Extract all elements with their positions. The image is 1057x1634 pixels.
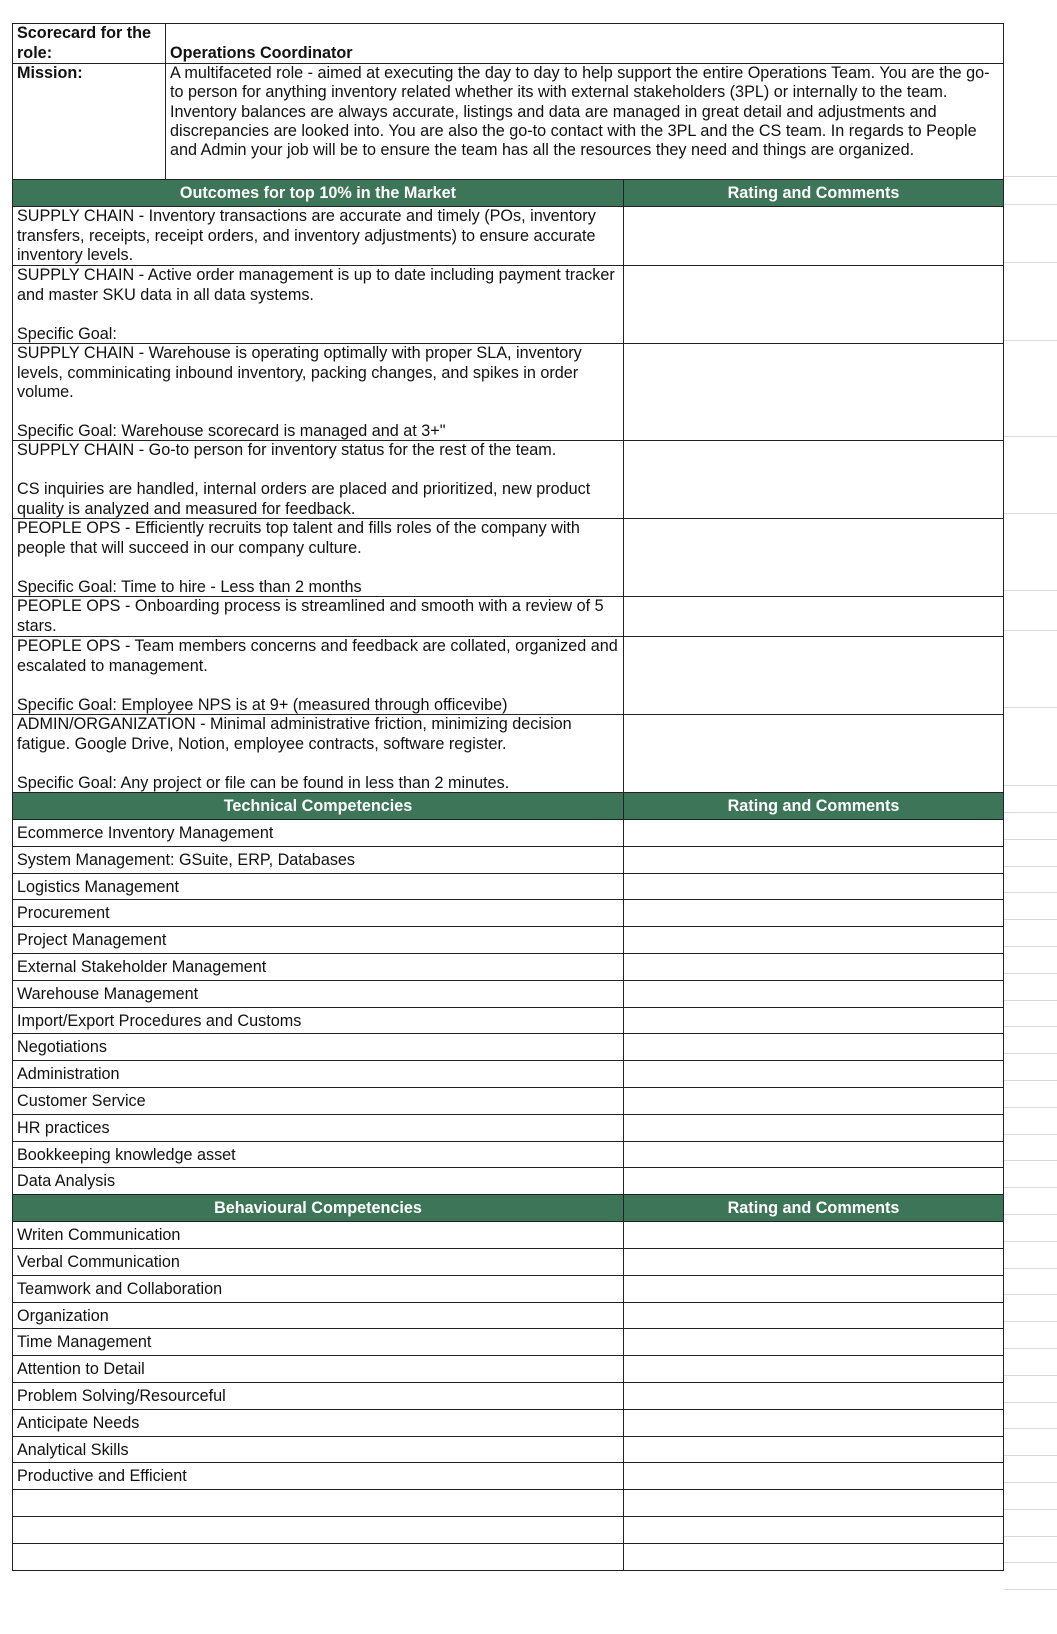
behavioural-item[interactable]: [12, 1544, 623, 1571]
gridline: [1004, 708, 1057, 786]
technical-row: [12, 927, 1004, 954]
gridline: [1004, 813, 1057, 840]
outcomes-header-row: [12, 180, 1004, 207]
outcomes-rating-cell[interactable]: [623, 519, 1004, 597]
outcomes-row: [12, 597, 1004, 637]
technical-item[interactable]: Warehouse Management: [12, 981, 623, 1008]
gridline: [1004, 1510, 1057, 1537]
mission-text[interactable]: A multifaceted role - aimed at executing the day to day to help support the entire Operations Team. You are the go-to person for anything inventory related whether its with external stakeholders (3PL) or internally to the team. Inventory balances are always accurate, listings and data are managed in great detail and adjustments and discrepancies are looked into. You are also the go-to contact with the 3PL and the CS team. In regards to People and Admin your job will be to ensure the team has all the resources they need and things are organized.: [165, 64, 1004, 180]
behavioural-rating-cell[interactable]: [623, 1437, 1004, 1464]
technical-header: Technical Competencies: [12, 793, 623, 820]
gridline: [1004, 1188, 1057, 1215]
outcomes-rating-cell[interactable]: [623, 266, 1004, 344]
technical-rating-cell[interactable]: [623, 1088, 1004, 1115]
gridline: [1004, 1242, 1057, 1269]
behavioural-rating-cell[interactable]: [623, 1383, 1004, 1410]
gridline: [1004, 1135, 1057, 1162]
behavioural-row: [12, 1410, 1004, 1437]
role-title[interactable]: [165, 23, 1004, 64]
technical-row: [12, 954, 1004, 981]
outcomes-item[interactable]: SUPPLY CHAIN - Warehouse is operating optimally with proper SLA, inventory levels, comminicating inbound inventory, packing changes, and spikes in order volume. Specific Goal: Warehouse scorecard is managed and at 3+": [12, 344, 623, 441]
behavioural-rating-cell[interactable]: [623, 1222, 1004, 1249]
gridline: [1004, 1483, 1057, 1510]
gridline: [1004, 1001, 1057, 1028]
outcomes-item[interactable]: PEOPLE OPS - Team members concerns and feedback are collated, organized and escalated to management. Specific Goal: Employee NPS is at 9+ (measured through officevibe): [12, 637, 623, 715]
technical-item[interactable]: Import/Export Procedures and Customs: [12, 1008, 623, 1035]
gridline: [1004, 1054, 1057, 1081]
technical-rating-cell[interactable]: [623, 1115, 1004, 1142]
outcomes-header: Outcomes for top 10% in the Market: [12, 180, 623, 207]
behavioural-rating-cell[interactable]: [623, 1517, 1004, 1544]
technical-row: [12, 1168, 1004, 1195]
outcomes-rating-cell[interactable]: [623, 344, 1004, 441]
gridline: [1004, 1215, 1057, 1242]
gridline: [1004, 786, 1057, 813]
outcomes-row: [12, 207, 1004, 266]
outcomes-rating-cell[interactable]: [623, 597, 1004, 637]
behavioural-item[interactable]: [12, 1490, 623, 1517]
technical-rating-cell[interactable]: [623, 954, 1004, 981]
gridline: [1004, 23, 1057, 177]
technical-item[interactable]: HR practices: [12, 1115, 623, 1142]
technical-rating-cell[interactable]: [623, 1008, 1004, 1035]
gridline: [1004, 1456, 1057, 1483]
behavioural-rating-cell[interactable]: [623, 1410, 1004, 1437]
technical-rating-cell[interactable]: [623, 1142, 1004, 1169]
technical-row: [12, 1142, 1004, 1169]
outcomes-row: [12, 519, 1004, 597]
behavioural-item[interactable]: Attention to Detail: [12, 1356, 623, 1383]
scorecard-sheet: [12, 23, 1004, 1571]
spreadsheet-gridlines: [1004, 23, 1057, 1623]
technical-rating-cell[interactable]: [623, 1061, 1004, 1088]
technical-row: [12, 1088, 1004, 1115]
gridline: [1004, 263, 1057, 341]
technical-rating-header: Rating and Comments: [623, 793, 1004, 820]
gridline: [1004, 437, 1057, 514]
outcomes-item[interactable]: SUPPLY CHAIN - Active order management is up to date including payment tracker and master SKU data in all data systems. Specific Goal:: [12, 266, 623, 344]
behavioural-item[interactable]: Anticipate Needs: [12, 1410, 623, 1437]
behavioural-row: [12, 1383, 1004, 1410]
outcomes-rating-cell[interactable]: [623, 715, 1004, 793]
gridline: [1004, 974, 1057, 1001]
gridline: [1004, 1403, 1057, 1430]
gridline: [1004, 1322, 1057, 1349]
outcomes-item[interactable]: ADMIN/ORGANIZATION - Minimal administrative friction, minimizing decision fatigue. Google Drive, Notion, employee contracts, software register. Specific Goal: Any project or file can be found in less than 2 minutes.: [12, 715, 623, 793]
behavioural-item[interactable]: Analytical Skills: [12, 1437, 623, 1464]
technical-row: [12, 1115, 1004, 1142]
technical-rating-cell[interactable]: [623, 874, 1004, 901]
gridline: [1004, 177, 1057, 205]
behavioural-rating-cell[interactable]: [623, 1249, 1004, 1276]
outcomes-rating-cell[interactable]: [623, 207, 1004, 266]
gridline: [1004, 514, 1057, 591]
technical-item[interactable]: Project Management: [12, 927, 623, 954]
gridline: [1004, 947, 1057, 974]
behavioural-row: [12, 1490, 1004, 1517]
technical-item[interactable]: Customer Service: [12, 1088, 623, 1115]
gridline: [1004, 205, 1057, 263]
behavioural-rating-cell[interactable]: [623, 1303, 1004, 1330]
outcomes-row: [12, 715, 1004, 793]
gridline: [1004, 893, 1057, 920]
technical-item[interactable]: Administration: [12, 1061, 623, 1088]
behavioural-row: [12, 1303, 1004, 1330]
technical-item[interactable]: Procurement: [12, 900, 623, 927]
technical-row: [12, 874, 1004, 901]
outcomes-row: [12, 266, 1004, 344]
gridline: [1004, 840, 1057, 867]
gridline: [1004, 1081, 1057, 1108]
behavioural-row: [12, 1249, 1004, 1276]
behavioural-item[interactable]: Writen Communication: [12, 1222, 623, 1249]
behavioural-row: [12, 1329, 1004, 1356]
technical-row: [12, 1061, 1004, 1088]
behavioural-list: [12, 1222, 1004, 1570]
gridline: [1004, 1027, 1057, 1054]
behavioural-row: [12, 1437, 1004, 1464]
gridline: [1004, 1376, 1057, 1403]
gridline: [1004, 1269, 1057, 1296]
technical-row: [12, 847, 1004, 874]
gridline: [1004, 631, 1057, 708]
gridline: [1004, 1349, 1057, 1376]
behavioural-rating-cell[interactable]: [623, 1329, 1004, 1356]
outcomes-rating-header: Rating and Comments: [623, 180, 1004, 207]
gridline: [1004, 341, 1057, 437]
behavioural-row: [12, 1356, 1004, 1383]
behavioural-header: Behavioural Competencies: [12, 1195, 623, 1222]
behavioural-header-row: [12, 1195, 1004, 1222]
technical-rating-cell[interactable]: [623, 900, 1004, 927]
gridline: [1004, 1108, 1057, 1135]
technical-rating-cell[interactable]: [623, 847, 1004, 874]
gridline: [1004, 1537, 1057, 1564]
technical-item[interactable]: Bookkeeping knowledge asset: [12, 1142, 623, 1169]
behavioural-rating-cell[interactable]: [623, 1463, 1004, 1490]
outcomes-item[interactable]: SUPPLY CHAIN - Go-to person for inventory status for the rest of the team. CS inquiries are handled, internal orders are placed and prioritized, new product quality is analyzed and measured for feedback.: [12, 441, 623, 519]
behavioural-item[interactable]: Productive and Efficient: [12, 1463, 623, 1490]
technical-item[interactable]: Negotiations: [12, 1034, 623, 1061]
behavioural-rating-cell[interactable]: [623, 1490, 1004, 1517]
behavioural-item[interactable]: Teamwork and Collaboration: [12, 1276, 623, 1303]
gridline: [1004, 920, 1057, 947]
behavioural-row: [12, 1517, 1004, 1544]
technical-rating-cell[interactable]: [623, 1168, 1004, 1195]
outcomes-row: [12, 441, 1004, 519]
gridline: [1004, 1161, 1057, 1188]
role-row: [12, 23, 1004, 64]
technical-rating-cell[interactable]: [623, 1034, 1004, 1061]
gridline: [1004, 1429, 1057, 1456]
gridline: [1004, 591, 1057, 631]
behavioural-item[interactable]: [12, 1517, 623, 1544]
outcomes-item[interactable]: SUPPLY CHAIN - Inventory transactions are accurate and timely (POs, inventory transfers, receipts, receipt orders, and inventory adjustments) to ensure accurate inventory levels.: [12, 207, 623, 266]
mission-row: [12, 64, 1004, 180]
technical-item[interactable]: Data Analysis: [12, 1168, 623, 1195]
behavioural-row: [12, 1276, 1004, 1303]
role-title-text: Operations Coordinator: [170, 43, 353, 62]
technical-item[interactable]: System Management: GSuite, ERP, Databases: [12, 847, 623, 874]
behavioural-item[interactable]: Organization: [12, 1303, 623, 1330]
technical-rating-cell[interactable]: [623, 981, 1004, 1008]
outcomes-list: [12, 207, 1004, 793]
technical-row: [12, 900, 1004, 927]
gridline: [1004, 1563, 1057, 1590]
behavioural-item[interactable]: Verbal Communication: [12, 1249, 623, 1276]
technical-row: [12, 1008, 1004, 1035]
technical-row: [12, 981, 1004, 1008]
behavioural-rating-header: Rating and Comments: [623, 1195, 1004, 1222]
behavioural-item[interactable]: Time Management: [12, 1329, 623, 1356]
gridline: [1004, 867, 1057, 894]
technical-item[interactable]: Logistics Management: [12, 874, 623, 901]
mission-label: Mission:: [12, 64, 165, 180]
technical-row: [12, 1034, 1004, 1061]
behavioural-row: [12, 1222, 1004, 1249]
outcomes-item[interactable]: PEOPLE OPS - Onboarding process is streamlined and smooth with a review of 5 stars.: [12, 597, 623, 637]
technical-item[interactable]: Ecommerce Inventory Management: [12, 820, 623, 847]
role-label: Scorecard for the role:: [12, 23, 165, 64]
gridline: [1004, 1295, 1057, 1322]
behavioural-rating-cell[interactable]: [623, 1356, 1004, 1383]
outcomes-item[interactable]: PEOPLE OPS - Efficiently recruits top talent and fills roles of the company with people that will succeed in our company culture. Specific Goal: Time to hire - Less than 2 months: [12, 519, 623, 597]
technical-rating-cell[interactable]: [623, 820, 1004, 847]
technical-row: [12, 820, 1004, 847]
technical-item[interactable]: External Stakeholder Management: [12, 954, 623, 981]
outcomes-rating-cell[interactable]: [623, 441, 1004, 519]
outcomes-row: [12, 344, 1004, 441]
technical-list: [12, 820, 1004, 1195]
outcomes-row: [12, 637, 1004, 715]
outcomes-rating-cell[interactable]: [623, 637, 1004, 715]
behavioural-rating-cell[interactable]: [623, 1276, 1004, 1303]
behavioural-row: [12, 1463, 1004, 1490]
technical-header-row: [12, 793, 1004, 820]
behavioural-row: [12, 1544, 1004, 1571]
behavioural-rating-cell[interactable]: [623, 1544, 1004, 1571]
behavioural-item[interactable]: Problem Solving/Resourceful: [12, 1383, 623, 1410]
technical-rating-cell[interactable]: [623, 927, 1004, 954]
